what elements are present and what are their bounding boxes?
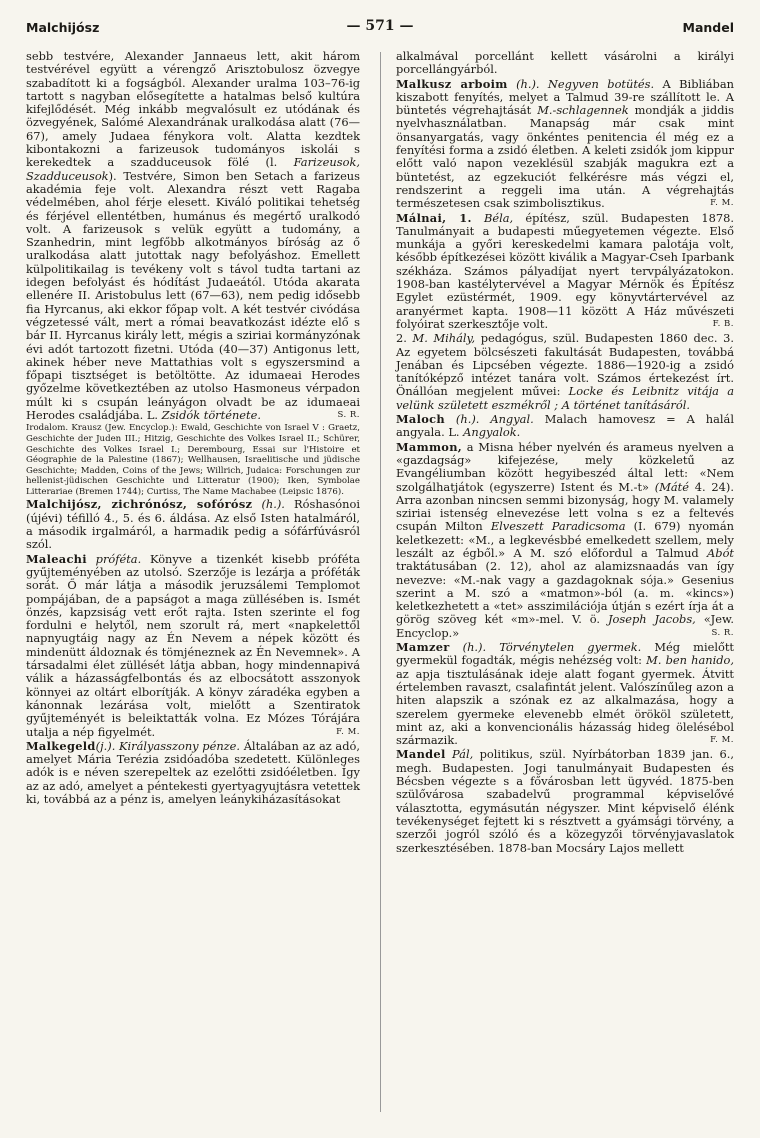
italic-text: (Máté: [654, 479, 689, 494]
entry-text: politikus, szül. Nyírbátorban 1839 jan. 6., megh. Budapesten. Jogi tanulmányait Budapesten és Bécsben végezte s a fővárosban lett ügyvéd. 1875-ben szülővárosa szabadelvű programmal képviselővé választotta, egymásután négyszer. Mint képviselő élénk tevékenységet fejtett ki s résztvett a gyámsági törvény, a szerzői jogról szóló és a közegyzői törvényjavaslatok szerkesztésében. 1878-ban Mocsáry Lajos mellett: [396, 747, 734, 855]
entry-continuation: alkalmával porcellánt kellett vásárolni a királyi porcellángyárból.: [396, 49, 734, 77]
entry-malchijosz: [26, 498, 360, 551]
entry-text: az apja tisztulásának ideje alatt fogant gyermek. Átvitt értelemben ravaszt, csalafintát jelent. Valószínűleg azon a hiten alapszik a szónak ez az alkalmazása, hogy a szerelem gyermeke elevenebb elmét örököl született, mint az, aki a konvencionális házasság hideg ölelésébol származik.: [396, 666, 734, 748]
entry-text: 4. 24). Arra azonban nincsen semmi bizonyság, hogy M. valamely sziriai istenség elnevezése lett volna s ez a feltevés csupán Milton: [396, 479, 734, 534]
italic-text: M.-schlagennek: [537, 103, 629, 118]
italic-text: próféta.: [95, 551, 142, 566]
entry-number: 2.: [396, 331, 407, 346]
author-signature: F. M.: [710, 735, 734, 746]
entry-headword: Málnai, 1.: [396, 210, 472, 225]
entry-text: A Bibliában kiszabott fenyítés, melyet a Talmud 39-re szállított le. A büntetés végrehajtását: [396, 76, 734, 118]
entry-text: (I. 679) nyomán keletkezett: «M., a legkevésbbé emelkedett szellem, mely leszált az égből.» A M. szó előfordul a Talmud: [396, 519, 734, 560]
entry-malnai-bela: [396, 212, 734, 332]
italic-text: Elveszett Paradicsoma: [490, 519, 626, 534]
entry-headword: Malchijósz, zichrónósz, sofórósz: [26, 497, 253, 512]
italic-text: Pál,: [452, 747, 474, 762]
literature-note: Irodalom. Krausz (Jew. Encyclop.): Ewald, Geschichte von Israel V : Graetz, Geschichte der Juden III.; Hitzig, Geschichte des Volkes Israel II.; Schürer, Geschichte des Volkes Israel I.; Derembourg, Essai sur l'Histoire et Géographie de la Palestine (1867); Wellhausen, Israelitische und jüdische Geschichte; Madden, Coins of the Jews; Willrich, Judaica: Forschungen zur hellenist-jüdischen Geschichte und Litteratur (1900); Iken, Symbolae Litterariae (Bremen 1744); Curtiss, The Name Machabee (Leipsic 1876).: [26, 423, 360, 497]
entry-headword: Malkegeld: [26, 738, 96, 753]
italic-text: (j.). Királyasszony pénze.: [95, 738, 241, 753]
entry-text: építész, szül. Budapesten 1878. Tanulmányait a budapesti műegyetemen végezte. Első munkája a győri kereskedelmi kamara palotája volt, később építkezései között kiválik a Magyar-Cseh Iparbank székháza. Számos pályadíjat nyert tervpályázatokon. 1908-ban kastélytervével a Magyar Mérnök és Építész Egylet ezüstérmét, 1909. egy könyvtártervével az aranyérmet kapta. 1908—11 között A Ház művészeti folyóirat szerkesztője volt.: [396, 210, 734, 331]
text: ). Testvére, Simon ben Setach a farizeus akadémia feje volt. Alexandra részt vett Ragaba védelmében, ahol férje elesett. Kiváló politikai tehetség és férjével ellentétben, humánus és megértő uralkodó volt. A farizeusok s velük együtt a tudomány, a Szanhedrin, mint legfőbb alkotmányos bíróság az ő uralkodása alatt jutottak nagy befolyáshoz. Emellett külpolitikailag is tevékeny volt s távol tudta tartani az idegen befolyást és hódítást Judaeától. Utóda akarata ellenére II. Aristobulus lett (67—63), nem pedig idősebb fia Hyrcanus, aki ekkor főpap volt. A két testvér civódása végzetessé vált, mert a római beavatkozást idézte elő s bár II. Hyrcanus király lett, mégis a sziriai kormányzónak évi adót tartozott fizetni. Utóda (40—37) Antigonus lett, akinek héber neve Mattathias volt s egyszersmind a főpapi tisztséget is betöltötte. Az idumaeai Herodes győzelme következtében az utolso Hasmoneus vérpadon múlt ki s csupán leányágon olvadt be az idumaeai Herodes családjába. L.: [26, 168, 360, 423]
italic-text: M. ben hanido,: [646, 653, 734, 668]
entry-text: «Jew. Encyclop.»: [396, 612, 734, 640]
entry-maleachi: [26, 553, 360, 739]
entry-malnai-mihaly: [396, 332, 734, 412]
entry-headword: Maloch: [396, 412, 445, 427]
entry-continuation: [26, 50, 360, 422]
entry-text: Malach hamovesz = A halál angyala. L.: [396, 412, 734, 440]
entry-text: a Misna héber nyelvén és arameus nyelven a «gazdagság» kifejezése, mely közkeletű az Evangéliumban között hegyibeszéd által lett: «Nem szolgálhatjátok (egyszerre) Istent és M.-t»: [396, 439, 734, 494]
author-signature: F. M.: [336, 726, 360, 737]
entry-text: Még mielőtt gyermekül fogadták, mégis nehézség volt:: [396, 640, 734, 668]
author-signature: S. R.: [337, 410, 360, 421]
italic-text: (h.). Törvénytelen gyermek.: [462, 640, 642, 655]
italic-text: M. Mihály,: [412, 331, 476, 346]
entry-text: Általában az az adó, amelyet Mária Terézia zsidóadóba szedetett. Különleges adók is e néven szerepeltek az ezelőtti zsidóéletben. Így az az adó, amelyet a péntekesti gyertyagyujtásra vetettek ki, továbbá az a pénz is, amelyen leánykiházasításokat: [26, 738, 360, 806]
entry-maloch: [396, 413, 734, 440]
author-signature: S. R.: [711, 627, 734, 638]
entry-malkegeld: [26, 740, 360, 806]
author-signature: F. M.: [710, 198, 734, 209]
entry-text: pedagógus, szül. Budapesten 1860 dec. 3. Az egyetem bölcsészeti fakultását Budapesten, továbbá Jenában és Lipcsében végezte. 1886—1920-ig a zsidó tanítóképző intézet tanára volt. Számos értekezést írt. Önállóan megjelent művei:: [396, 331, 734, 399]
entry-text: traktátusában (2. 12), ahol az alamizsnaadás van így nevezve: «M.-nak vagy a gazdagoknak sója.» Gesenius szerint a M. szó a «matmon»-ból (a. m. «kincs») keletkezhetett a «tet» asszimilációja útján s ezért írja át a görög szöveg két «m»-mel. V. ö.: [396, 559, 734, 627]
entry-headword: Malkusz arboim: [396, 76, 508, 91]
italic-text: Abót: [707, 545, 734, 560]
column-divider: [380, 52, 381, 1112]
left-column: [26, 50, 360, 807]
right-column: [396, 50, 734, 856]
italic-ref: Zsidók története.: [161, 408, 261, 423]
header-right-guideword: Mandel: [682, 20, 734, 35]
entry-mammon: [396, 441, 734, 640]
entry-mandel: [396, 748, 734, 854]
entry-text: Róshasónoi (újévi) téfilló 4., 5. és 6. áldása. Az első Isten hatalmáról, a második irgalmáról, a harmadik pedig a sófárfúvásról szól.: [26, 497, 360, 552]
entry-text: Könyve a tizenkét kisebb próféta gyűjteményében az utolsó. Szerzője is lezárja a próféták sorát. Ő már látja a második jeruzsálemi Templomot pompájában, de a papságot a maga züllésében is. Ismét önzés, kapzsiság vett erőt rajta. Isten szerinte el fog fordulni e helytől, nem szorult rá, mert «napkelettől napnyugtáig nagy az Én Nevem a népek között és mindenütt áldoznak és tömjéneznek az Én Nevemnek». A társadalmi élet züllését látja abban, hogy mindennapivá válik a házasságfelbontás és az elbocsátott asszonyok könnyei az oltárt elborítják. A könyv záradéka egyben a kánonnak lezárása volt, mielőtt a Szentiratok gyűjteményét is beleiktatták volna. Ez Mózes Tórájára utalja a nép figyelmét.: [26, 551, 361, 739]
italic-text: Locke és Leibnitz vitája a velünk született eszmékről ; A történet tanításáról.: [396, 384, 735, 412]
italic-text: (h.). Negyven botütés.: [516, 76, 655, 91]
italic-text: Béla,: [484, 210, 514, 225]
entry-malkusz-arboim: [396, 78, 734, 211]
entry-text: mondják a jiddis nyelvhasználatban. Manapság már csak mint önsanyargatás, vagy önkéntes penitencia él még ez a fenyítési forma a zsidó életben. A keleti zsidók jom kippur előtt való napon vezeklésül szabják magukra ezt a büntetést, az egzekuciót felkérésre más végzi el, rendszerint a reggeli ima után. A végrehajtás természetesen csak szimbolisztikus.: [396, 103, 734, 211]
author-signature: F. B.: [712, 318, 734, 329]
header-left-guideword: Malchijósz: [26, 20, 100, 35]
entry-mamzer: [396, 641, 734, 747]
italic-text: Joseph Jacobs,: [607, 612, 696, 627]
italic-text: (h.). Angyal.: [455, 412, 534, 427]
text: sebb testvére, Alexander Jannaeus lett, akit három testvérével együtt a vérengző Arisztobulosz özvegye szabadított ki a fogságból. Alexander uralma 103–76-ig tartott s nagyban elősegítette a hatalmas belső kultúra kifejlődését. Még inkább megvalósult ez utódának és özvegyének, Salómé Alexandrának uralkodása alatt (76—67), amely Judaea fénykora volt. Alatta kezdtek kibontakozni a farizeusok tudományos iskolái s kerekedtek a szadduceusok fölé (l.: [26, 49, 360, 170]
page-header: [26, 18, 734, 40]
entry-headword: Mandel: [396, 747, 446, 762]
italic-ref: Farizeusok, Szadduceusok: [26, 155, 360, 183]
entry-headword: Mammon,: [396, 439, 463, 454]
page-number: — 571 —: [346, 18, 414, 34]
entry-headword: Maleachi: [26, 551, 87, 566]
entry-headword: Mamzer: [396, 640, 450, 655]
italic-text: (h.).: [261, 497, 285, 512]
italic-text: Angyalok.: [463, 425, 521, 440]
